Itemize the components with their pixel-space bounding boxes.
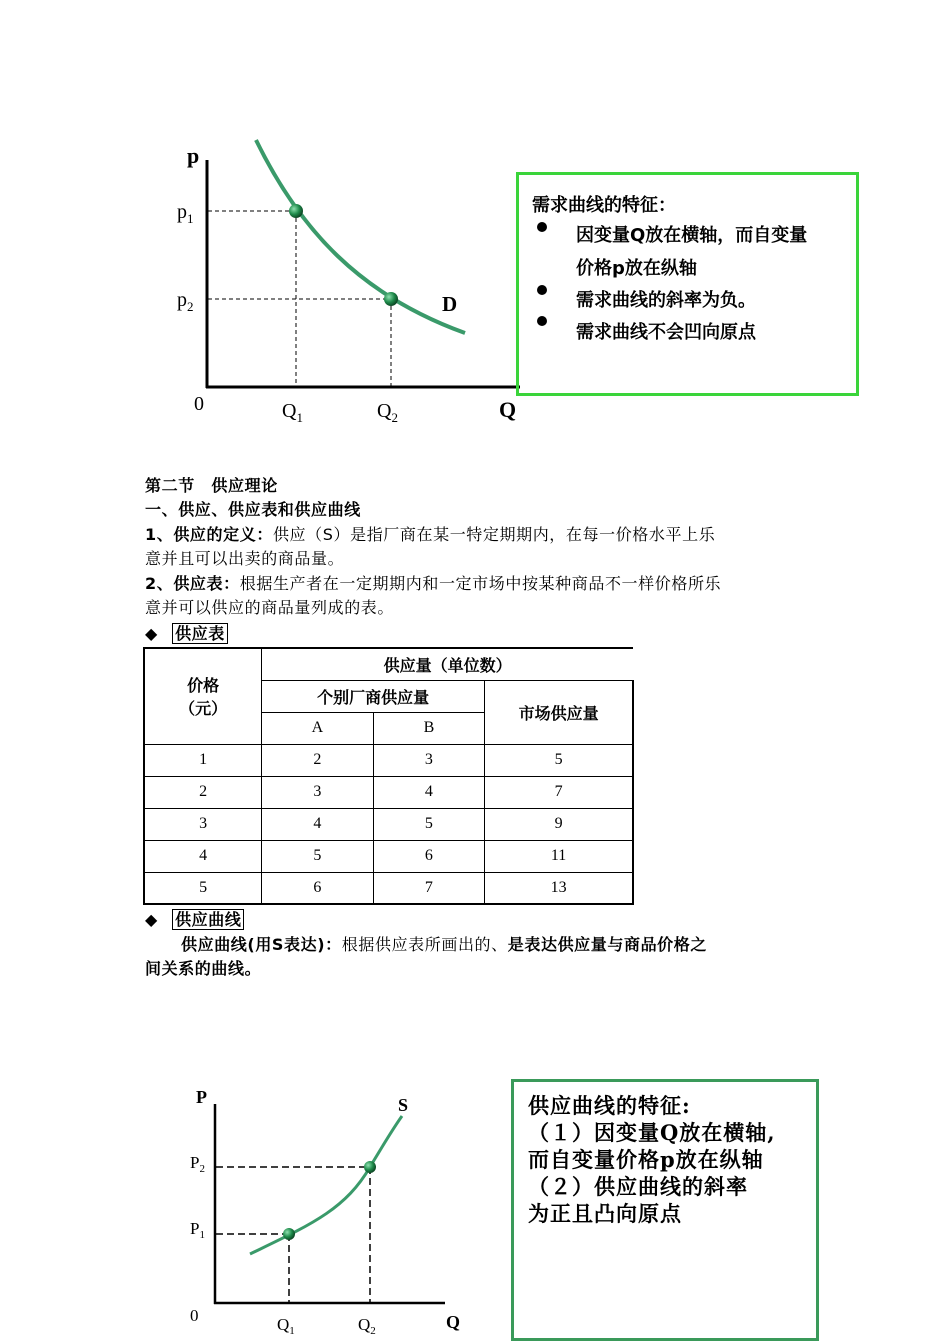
origin-label: 0 [194,393,204,415]
curve-desc-part1: 供应曲线(用S表达)： [181,935,342,954]
supply-feature-line: 而自变量价格p放在纵轴 [528,1147,764,1172]
table-cell: 3 [144,808,262,840]
supply-point-1 [283,1228,295,1240]
bullet-dot [537,316,547,326]
table-cell: 7 [485,776,633,808]
demand-point-1 [289,204,303,218]
diamond-icon: ◆ [145,910,158,929]
definition-text-line2: 意并且可以出卖的商品量。 [145,549,345,568]
demand-features-title: 需求曲线的特征： [532,195,676,216]
section-subtitle: 一、供应、供应表和供应曲线 [145,500,361,519]
demand-feature-3: 需求曲线不会凹向原点 [576,322,756,343]
table-cell: 9 [485,808,633,840]
curve-desc-line2: 间关系的曲线。 [145,959,262,978]
demand-point-2 [384,292,398,306]
price-tick-p1: $P_1$ [190,1219,205,1241]
definition-label: 1、供应的定义 [145,525,257,544]
table-cell: 1 [144,744,262,776]
table-cell: 3 [262,776,374,808]
diamond-icon: ◆ [145,624,158,643]
table-row [144,872,633,904]
schedule-text-line1: 根据生产者在一定期期内和一定市场中按某种商品不一样价格所乐 [239,574,722,593]
demand-feature-1-line2: 价格p放在纵轴 [576,258,697,279]
col-a-header: A [262,712,374,744]
supply-feature-line: （２）供应曲线的斜率 [528,1174,748,1199]
bullet-dot [537,222,547,232]
x-axis-label: Q [446,1312,461,1332]
table-cell: 2 [144,776,262,808]
supply-feature-line: 为正且凸向原点 [528,1201,682,1226]
supply-definition [145,523,825,571]
quantity-tick-q2: $Q_2$ [358,1315,376,1337]
table-cell: 6 [373,840,484,872]
section-title: 第二节 供应理论 [145,476,278,495]
x-axis-label: Q [499,397,517,422]
quantity-tick-q1: $Q_1$ [282,400,303,425]
supply-features-box [511,1079,819,1341]
price-tick-p2: $p_2$ [177,289,194,314]
price-tick-p1: $p_1$ [177,201,194,226]
y-axis-label: P [196,1087,207,1107]
price-header [144,648,262,744]
col-b-header: B [373,712,484,744]
table-cell: 2 [262,744,374,776]
schedule-colon: ： [223,574,240,593]
price-header-line2: （元） [179,699,228,719]
supply-feature-line: （１）因变量Q放在横轴, [528,1120,776,1145]
table-heading-label: 供应表 [172,623,228,644]
bullet-dot [537,285,547,295]
table-cell: 5 [373,808,484,840]
curve-heading-label: 供应曲线 [172,909,244,930]
table-row [144,840,633,872]
table-heading [145,622,228,646]
supply-table [143,647,634,905]
table-row [144,808,633,840]
market-header: 市场供应量 [485,680,633,744]
table-cell: 3 [373,744,484,776]
definition-text-line1: 供应（S）是指厂商在某一特定期期内，在每一价格水平上乐 [272,525,716,544]
curve-desc-part2: 根据供应表所画出的、 [341,935,508,954]
price-tick-p2: $P_2$ [190,1153,205,1175]
schedule-text-line2: 意并可以供应的商品量列成的表。 [145,598,395,617]
curve-heading [145,908,244,932]
definition-colon: ： [256,525,273,544]
curve-desc-part3: 是表达供应量与商品价格之 [507,935,707,954]
y-axis-label: p [187,143,200,168]
table-cell: 5 [144,872,262,904]
quantity-tick-q2: $Q_2$ [377,400,398,425]
demand-curve-label: D [442,292,458,316]
supply-schedule-definition [145,572,825,620]
table-cell: 13 [485,872,633,904]
supply-curve-label: S [398,1095,409,1115]
price-header-line1: 价格 [187,676,220,696]
individual-header: 个别厂商供应量 [262,680,485,712]
supply-features-title: 供应曲线的特征: [528,1093,691,1118]
table-cell: 11 [485,840,633,872]
table-cell: 4 [262,808,374,840]
supply-header: 供应量（单位数） [262,648,633,680]
demand-curve [256,140,465,333]
table-row [144,776,633,808]
demand-feature-1-line1: 因变量Q放在横轴，而自变量 [576,225,808,246]
origin-label: 0 [190,1306,199,1325]
table-cell: 5 [262,840,374,872]
curve-description [145,933,825,981]
quantity-tick-q1: $Q_1$ [277,1315,295,1337]
demand-features-box [516,172,859,396]
supply-point-2 [364,1161,376,1173]
table-cell: 4 [373,776,484,808]
supply-chart [180,1080,480,1344]
demand-feature-2: 需求曲线的斜率为负。 [576,290,756,311]
table-cell: 5 [485,744,633,776]
table-cell: 4 [144,840,262,872]
table-cell: 7 [373,872,484,904]
demand-chart [160,130,530,430]
table-row [144,744,633,776]
schedule-label: 2、供应表 [145,574,224,593]
table-cell: 6 [262,872,374,904]
